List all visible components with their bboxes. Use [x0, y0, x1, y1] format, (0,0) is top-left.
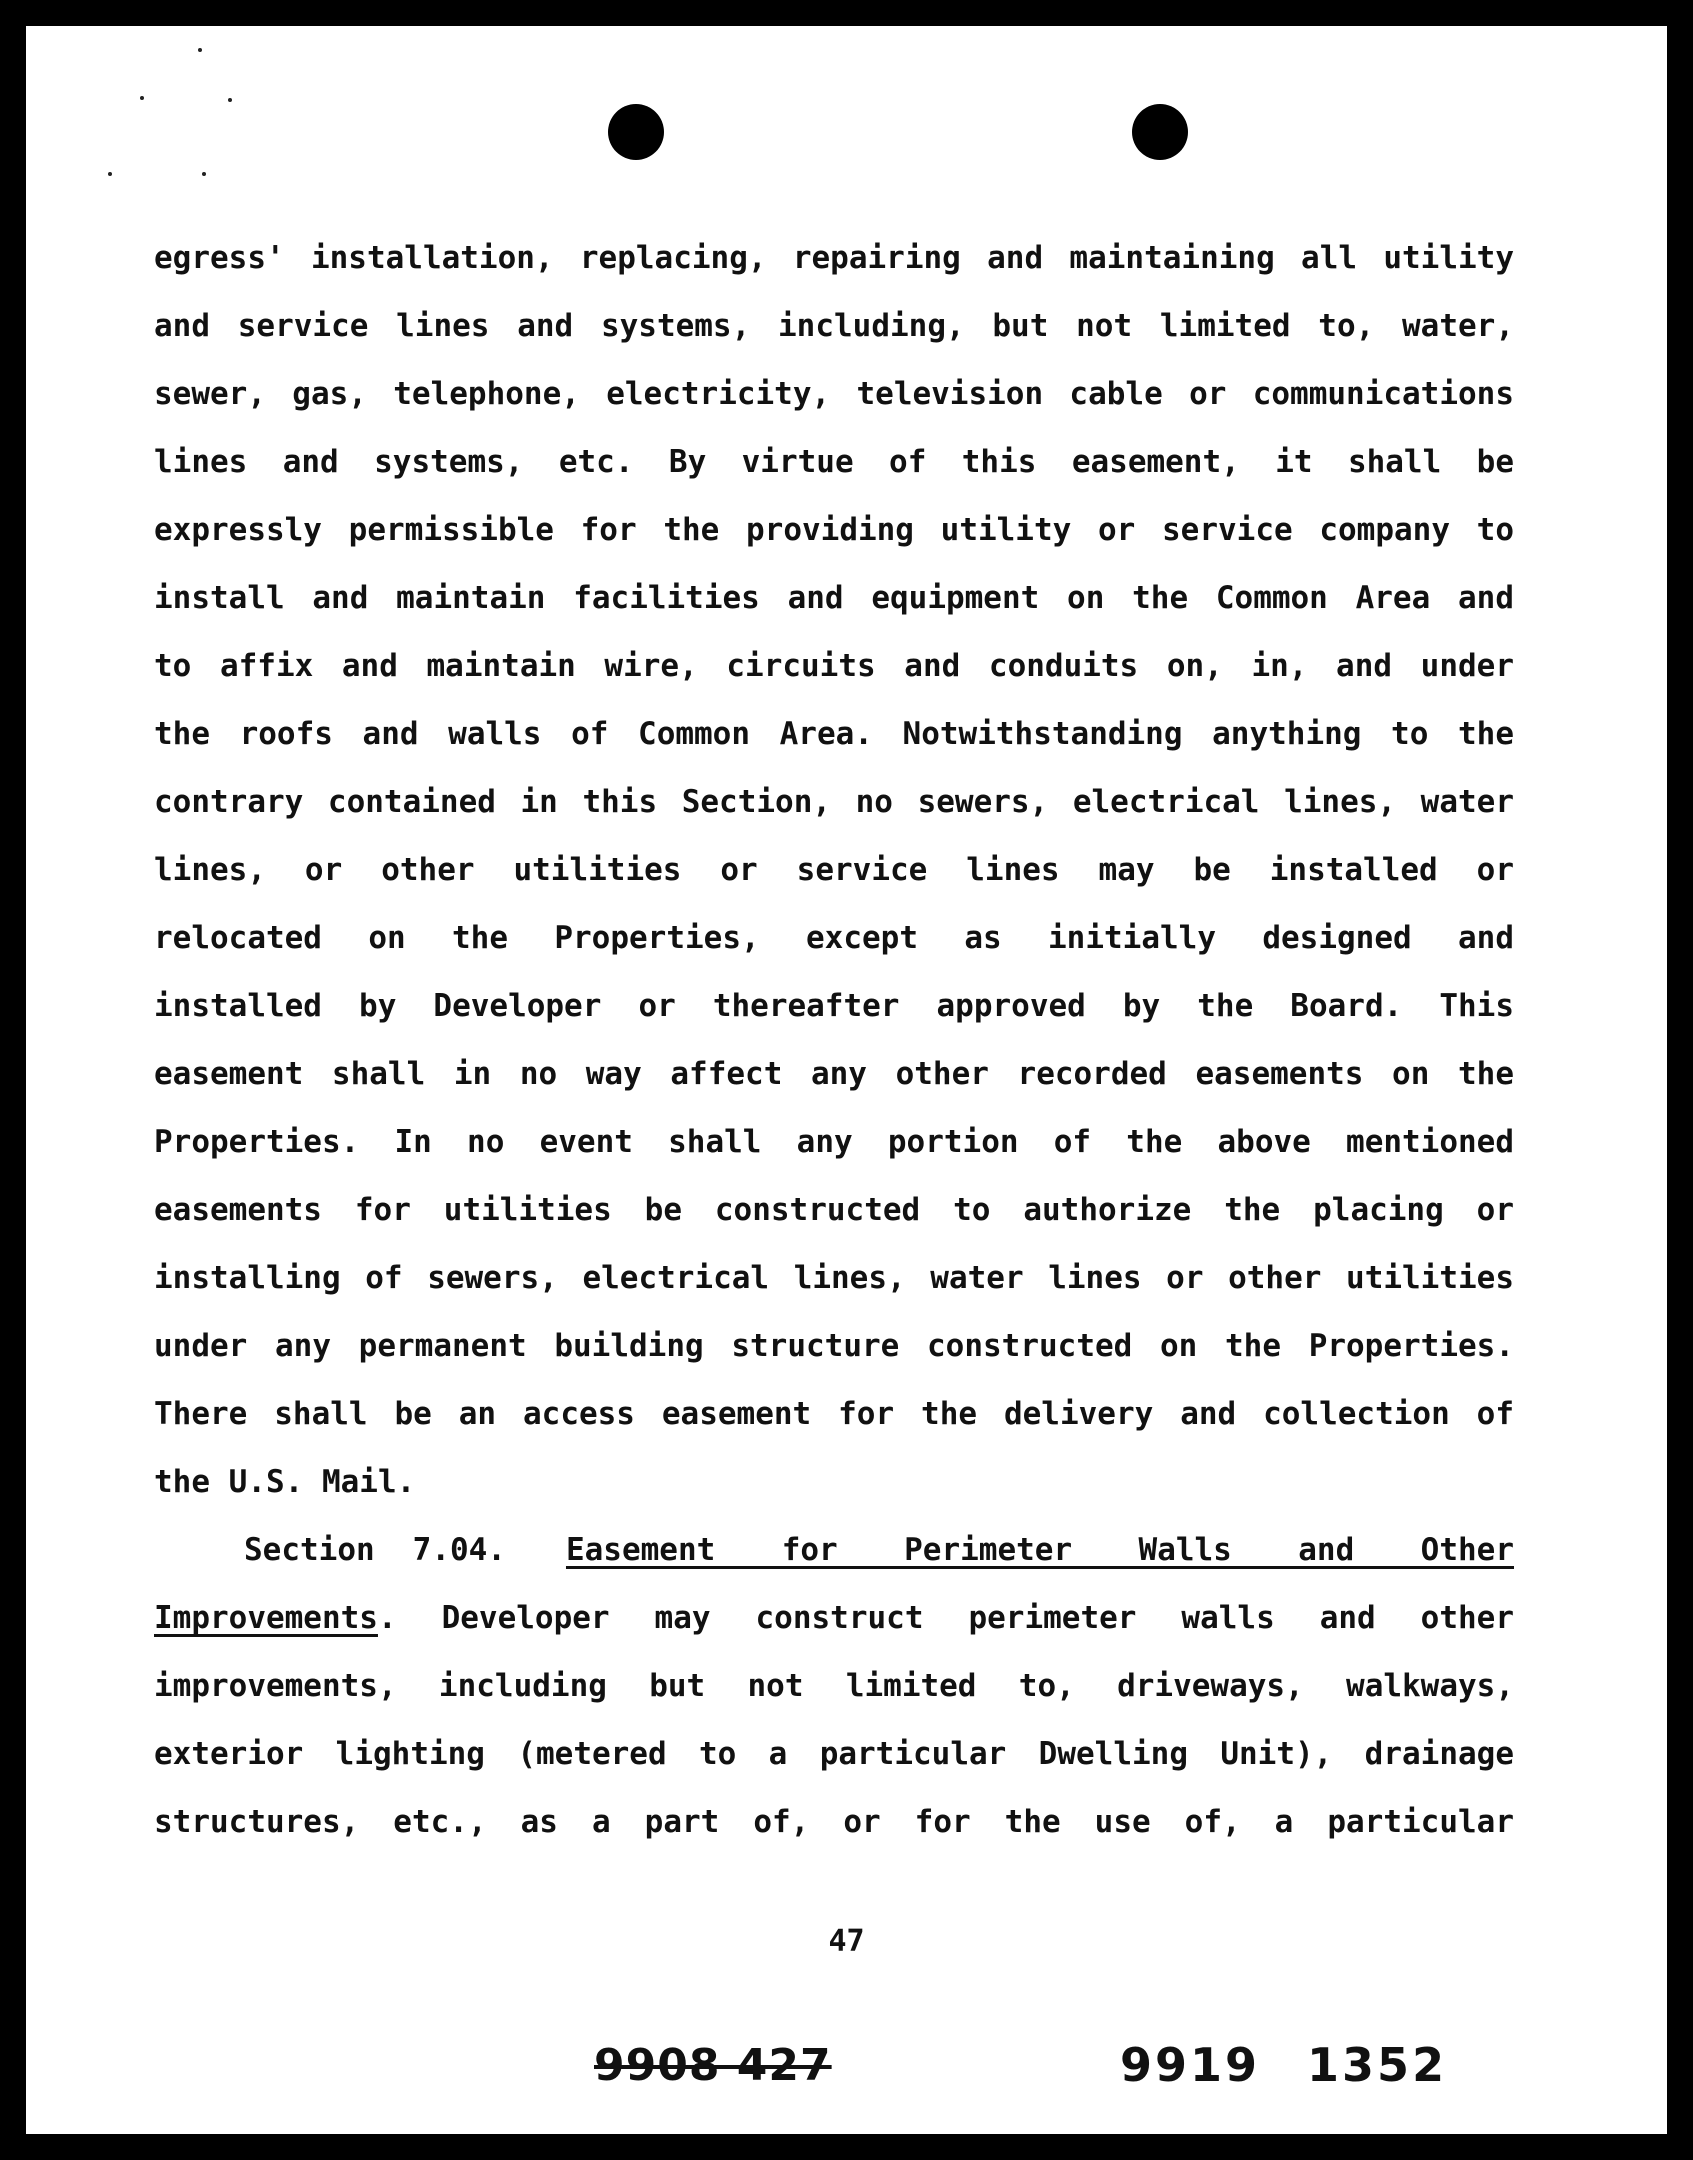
- scan-speck: [228, 98, 232, 102]
- text-line: sewer, gas, telephone, electricity, television cable or communications: [154, 376, 1514, 412]
- text-line: install and maintain facilities and equipment on the Common Area and: [154, 580, 1514, 616]
- section-heading-line: [154, 1516, 1514, 1584]
- text-line: lines, or other utilities or service lines may be installed or: [154, 852, 1514, 888]
- text-line: egress' installation, replacing, repairing and maintaining all utility: [154, 240, 1514, 276]
- text-line: under any permanent building structure constructed on the Properties.: [154, 1328, 1514, 1364]
- punch-hole-left: [608, 104, 664, 160]
- text-line: contrary contained in this Section, no sewers, electrical lines, water: [154, 784, 1514, 820]
- scan-speck: [108, 172, 112, 176]
- text-line: the roofs and walls of Common Area. Notwithstanding anything to the: [154, 716, 1514, 752]
- section-heading-continued: Improvements: [154, 1600, 378, 1636]
- text-line: expressly permissible for the providing utility or service company to: [154, 512, 1514, 548]
- punch-hole-right: [1132, 104, 1188, 160]
- text-line: to affix and maintain wire, circuits and conduits on, in, and under: [154, 648, 1514, 684]
- text-line: easement shall in no way affect any other recorded easements on the: [154, 1056, 1514, 1092]
- text-line: installing of sewers, electrical lines, water lines or other utilities: [154, 1260, 1514, 1296]
- document-page: [26, 26, 1667, 2134]
- scan-speck: [198, 48, 202, 52]
- text-line: There shall be an access easement for the delivery and collection of: [154, 1396, 1514, 1432]
- text-line: Properties. In no event shall any portion of the above mentioned: [154, 1124, 1514, 1160]
- section-number: 7.04.: [412, 1532, 506, 1568]
- text-line: installed by Developer or thereafter approved by the Board. This: [154, 988, 1514, 1024]
- text-line: lines and systems, etc. By virtue of this easement, it shall be: [154, 444, 1514, 480]
- section-heading: Easement for Perimeter Walls and Other: [565, 1532, 1514, 1568]
- text-line: structures, etc., as a part of, or for the use of, a particular: [154, 1804, 1514, 1840]
- section-label: Section: [244, 1532, 375, 1568]
- text-line: and service lines and systems, including, but not limited to, water,: [154, 308, 1514, 344]
- text-line: the U.S. Mail.: [154, 1464, 416, 1500]
- body-text: [154, 224, 1514, 1856]
- section-first-line: [154, 1584, 1514, 1652]
- text-line: improvements, including but not limited to, driveways, walkways,: [154, 1668, 1514, 1704]
- section-first-line-rest: . Developer may construct perimeter walls and other: [377, 1600, 1514, 1636]
- text-line: relocated on the Properties, except as initially designed and: [154, 920, 1514, 956]
- page-number: 47: [828, 1924, 865, 1959]
- scan-speck: [202, 172, 206, 176]
- record-stamp: 9919 1352: [1120, 2038, 1448, 2092]
- text-line: exterior lighting (metered to a particular Dwelling Unit), drainage: [154, 1736, 1514, 1772]
- scan-speck: [140, 96, 144, 100]
- record-stamp-struck: 9908 427: [594, 2040, 832, 2091]
- text-line: easements for utilities be constructed to authorize the placing or: [154, 1192, 1514, 1228]
